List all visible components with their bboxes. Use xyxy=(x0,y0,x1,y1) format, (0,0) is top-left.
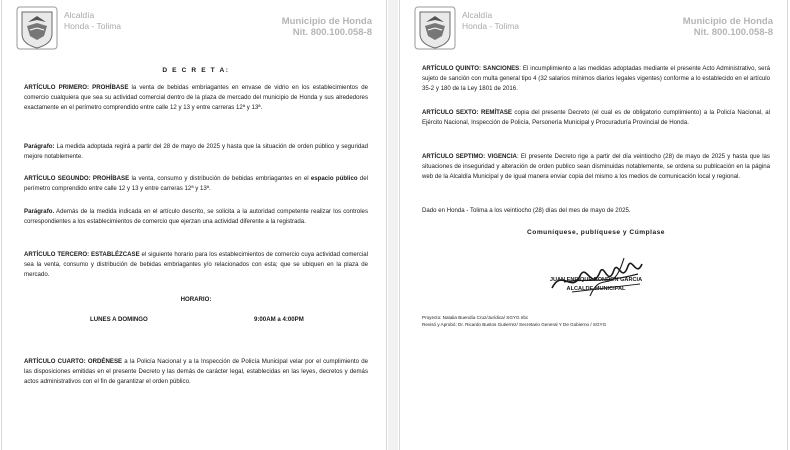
crest-icon xyxy=(16,6,58,50)
paragraph-1-heading: Parágrafo: xyxy=(24,143,55,150)
article-5-body: : El incumplimiento a las medidas adoptadas mediante el presente Acto Administrativo, será sujeto de sanción con multa general tipo 4 (32 salarios mínimos diarios legales vigentes) conforme a lo establecido en el artículo 35-2 y 180 de la Ley 1801 de 2016. xyxy=(422,65,770,93)
decreta-title: D E C R E T A: xyxy=(162,67,230,74)
article-3-body: el siguiente horario para los establecimientos de comercio cuya actividad comercial sea la venta, consumo y distribución de bebidas embriagantes y/o relacionados con esta; que se ubiquen en la plaza de mercado. xyxy=(24,251,368,279)
crest-icon xyxy=(414,6,456,50)
page-gap xyxy=(388,0,398,450)
article-6-heading: ARTÍCULO SEXTO xyxy=(422,109,477,116)
article-4-sep: : xyxy=(83,358,88,365)
article-2-body-b: del perímetro comprendido entre calle 12 y 13 y entre carreras 12ª y 13ª. xyxy=(24,175,368,193)
dado-en: Dado en Honda - Tolima a los veintiocho (28) días del mes de mayo de 2025. xyxy=(422,207,631,214)
signer-block xyxy=(422,276,770,294)
article-3-sep: : xyxy=(87,251,92,258)
article-2-verb: PROHÍBASE xyxy=(92,175,130,182)
org-line-2: Honda - Tolima xyxy=(64,21,122,31)
project-credit: Proyecto: Natalia Buendía Cruz/Jurídica/ SGYG nbc xyxy=(422,315,529,320)
article-6-body: copia del presente Decreto (el cual es de obligatorio cumplimiento) a la Policía Nacional, al Ejército Nacional, Inspección de Policía, Personería Municipal y Procuraduría Provincial de Honda. xyxy=(422,109,770,127)
page-header xyxy=(2,0,386,52)
article-2-heading: ARTÍCULO SEGUNDO xyxy=(24,175,89,182)
municipality-block xyxy=(282,16,372,38)
review-credit: Revisó y Aprobó: Dr. Ricardo Bustos Gutierrez/ Secretario General Y De Gobierno / SGYG xyxy=(422,322,607,327)
paragraph-2-body: Además de la medida indicada en el artículo descrito, se solicita a la autoridad competente realizar los controles correspondientes a los establecimientos de comercio que ejerzan una actividad diferente a la registrada. xyxy=(24,208,368,226)
org-name xyxy=(462,10,519,32)
paragraph-2-heading: Parágrafo. xyxy=(24,208,55,215)
org-line-2: Honda - Tolima xyxy=(462,21,520,31)
municipality-name: Municipio de Honda xyxy=(682,16,773,27)
article-4 xyxy=(24,357,368,388)
municipality-name: Municipio de Honda xyxy=(281,16,372,27)
article-4-heading: ARTÍCULO CUARTO xyxy=(24,358,84,365)
article-4-verb: ORDÉNESE xyxy=(87,358,123,365)
decree-page-1 xyxy=(1,0,387,450)
article-7 xyxy=(422,152,770,183)
horario-title: HORARIO: xyxy=(180,296,212,303)
article-3 xyxy=(24,250,368,281)
page-header xyxy=(400,0,787,52)
article-7-heading: ARTÍCULO SEPTIMO xyxy=(422,153,484,160)
article-6-sep: : xyxy=(476,109,481,116)
article-4-body: a la Policía Nacional y a la Inspección de Policía Municipal velar por el cumplimiento de las disposiciones emitidas en el presente Decreto y las demás de carácter legal, establecidas en las leyes, decretos y demás actos administrativos con el fin de garantizar el orden público. xyxy=(24,358,368,386)
org-name xyxy=(64,10,121,32)
schedule-days: LUNES A DOMINGO xyxy=(90,316,148,323)
article-2-bold: espacio público xyxy=(310,175,358,182)
article-1-heading: ARTÍCULO PRIMERO xyxy=(24,84,88,91)
article-6 xyxy=(422,108,770,128)
article-7-sep: : xyxy=(483,153,488,160)
article-2 xyxy=(24,174,368,194)
article-5 xyxy=(422,64,770,95)
paragraph-1-body: La medida adoptada regirá a partir del 28 de mayo de 2025 y hasta que la situación de orden público y seguridad mejore notablemente. xyxy=(24,143,368,161)
nit-number: Nit. 800.100.058-8 xyxy=(693,27,773,38)
article-2-body-a: la venta, consumo y distribución de bebidas embriagantes en el xyxy=(129,175,311,182)
signer-name: JUAN ENRIQUE RONDON GARCIA xyxy=(549,277,643,283)
article-5-sep: : xyxy=(479,65,484,72)
schedule-hours: 9:00AM a 4:00PM xyxy=(254,316,304,323)
nit-number: Nit. 800.100.058-8 xyxy=(292,27,372,38)
article-5-verb: SANCIONES xyxy=(483,65,520,72)
article-7-body: : El presente Decreto rige a partir del día veintiocho (28) de mayo de 2025 y hasta que las situaciones de inseguridad y alteración de orden publico sean disminuidas notablemente, se ordena su publicación en la página web de la Alcaldía Municipal y de igual manera enviar copia del mismo a los medios de comunicación local y regional. xyxy=(422,153,770,181)
article-5-heading: ARTÍCULO QUINTO xyxy=(422,65,480,72)
org-line-1: Alcaldía xyxy=(64,10,95,20)
article-2-sep: : xyxy=(88,175,93,182)
article-1-body: la venta de bebidas embriagantes en envase de vidrio en los establecimientos de comercio cualquiera que sea su actividad comercial dentro de la plaza de mercado del municipio de Honda y sus alrededores exactamente en el perímetro comprendido entre calle 12 y 13 y entre carreras 12ª y 13ª. xyxy=(24,84,368,112)
article-1 xyxy=(24,83,368,114)
paragraph-1 xyxy=(24,142,368,162)
paragraph-2 xyxy=(24,207,368,227)
signer-role: ALCALDE MUNICIPAL xyxy=(566,286,626,292)
article-1-sep: : xyxy=(87,84,93,91)
municipality-block xyxy=(683,16,773,38)
article-6-verb: REMÍTASE xyxy=(480,109,512,116)
org-line-1: Alcaldía xyxy=(462,10,493,20)
comuniquese: Comuníquese, publíquese y Cúmplase xyxy=(527,229,665,236)
article-3-heading: ARTÍCULO TERCERO xyxy=(24,251,88,258)
decree-page-2 xyxy=(399,0,788,450)
article-3-verb: ESTABLÉZCASE xyxy=(91,251,140,258)
article-7-verb: VIGENCIA xyxy=(487,153,517,160)
article-1-verb: PROHÍBASE xyxy=(92,84,129,91)
